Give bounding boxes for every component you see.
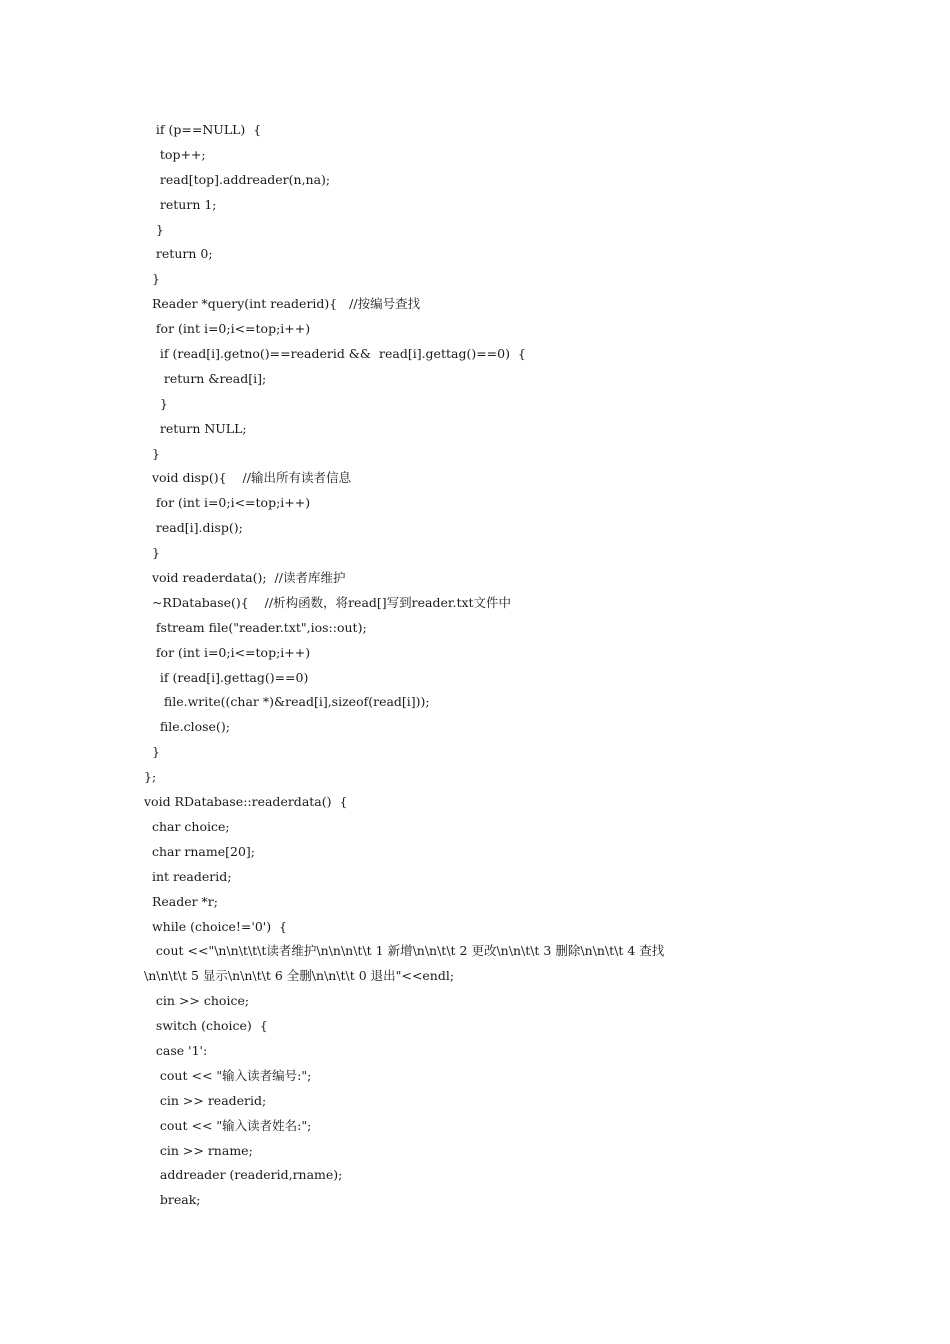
code-line: read[top].addreader(n,na); — [144, 171, 331, 187]
code-line: top++; — [144, 146, 206, 162]
code-line: void disp(){ //输出所有读者信息 — [144, 470, 351, 486]
code-line: for (int i=0;i<=top;i++) — [144, 321, 311, 337]
code-line: } — [144, 395, 168, 411]
code-line: addreader (readerid,rname); — [144, 1167, 343, 1183]
code-line: } — [144, 744, 160, 760]
code-line: for (int i=0;i<=top;i++) — [144, 495, 311, 511]
code-line: char rname[20]; — [144, 843, 255, 859]
code-line: cout <<"\n\n\t\t\t读者维护\n\n\n\t\t 1 新增\n\n\t\t 2 更改\n\n\t\t 3 删除\n\n\t\t 4 查找 — [144, 943, 665, 959]
code-line: switch (choice) { — [144, 1018, 268, 1034]
code-line: \n\n\t\t 5 显示\n\n\t\t 6 全删\n\n\t\t 0 退出"<<endl; — [144, 968, 455, 984]
code-line: return 0; — [144, 246, 213, 262]
code-line: return 1; — [144, 196, 217, 212]
code-line: for (int i=0;i<=top;i++) — [144, 644, 311, 660]
code-line: return NULL; — [144, 420, 247, 436]
code-line: cout << "输入读者编号:"; — [144, 1067, 312, 1083]
code-line: case '1': — [144, 1042, 208, 1058]
code-line: } — [144, 545, 160, 561]
code-listing — [144, 118, 844, 1213]
code-line: cout << "输入读者姓名:"; — [144, 1117, 312, 1133]
code-line: file.close(); — [144, 719, 230, 735]
code-line: }; — [144, 769, 157, 785]
code-line: int readerid; — [144, 868, 232, 884]
code-line: while (choice!='0') { — [144, 918, 288, 934]
code-line: void readerdata(); //读者库维护 — [144, 570, 346, 586]
code-line: } — [144, 445, 160, 461]
code-line: cin >> rname; — [144, 1142, 253, 1158]
code-line: cin >> readerid; — [144, 1092, 267, 1108]
code-line: Reader *r; — [144, 893, 218, 909]
code-line: Reader *query(int readerid){ //按编号查找 — [144, 296, 421, 312]
code-line: } — [144, 221, 164, 237]
code-line: } — [144, 271, 160, 287]
code-line: ~RDatabase(){ //析构函数，将read[]写到reader.txt文件中 — [144, 594, 512, 610]
code-line: cin >> choice; — [144, 993, 250, 1009]
code-line: fstream file("reader.txt",ios::out); — [144, 619, 367, 635]
code-line: break; — [144, 1192, 201, 1208]
code-line: void RDatabase::readerdata() { — [144, 794, 348, 810]
code-line: file.write((char *)&read[i],sizeof(read[i])); — [144, 694, 430, 710]
code-line: read[i].disp(); — [144, 520, 243, 536]
code-line: if (p==NULL) { — [144, 122, 262, 137]
code-line: char choice; — [144, 818, 230, 834]
code-line: if (read[i].gettag()==0) — [144, 669, 309, 685]
code-line: if (read[i].getno()==readerid && read[i].gettag()==0) { — [144, 346, 526, 362]
code-line: return &read[i]; — [144, 370, 267, 386]
